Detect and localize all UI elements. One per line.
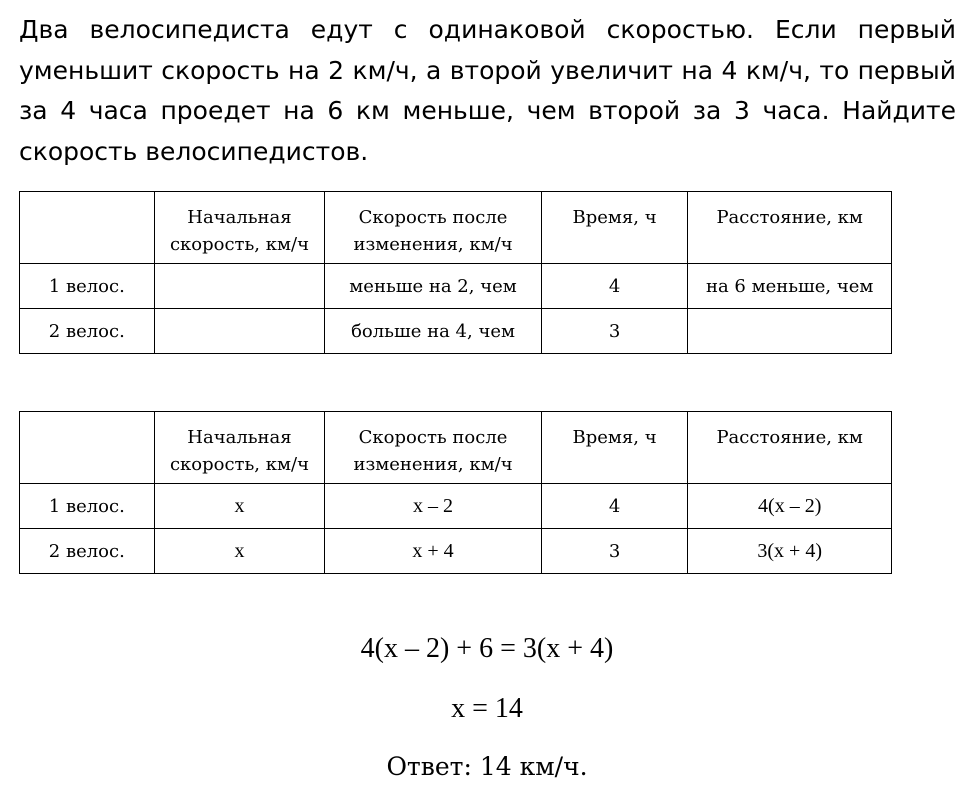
header-changed-speed-line2: изменения, км/ч [353, 454, 513, 475]
cell-distance: 3(x + 4) [688, 529, 892, 574]
header-initial-speed-line1: Начальная [187, 427, 292, 448]
cell-changed-speed: больше на 4, чем [325, 309, 541, 354]
header-empty-cell [20, 412, 155, 484]
cell-distance: 4(x – 2) [688, 484, 892, 529]
header-changed-speed-line1: Скорость после [358, 427, 508, 448]
cell-distance [688, 309, 892, 354]
table-header-row [20, 192, 892, 264]
header-initial-speed-line2: скорость, км/ч [169, 454, 309, 475]
cell-initial-speed: x [154, 529, 325, 574]
row-label: 2 велос. [20, 309, 155, 354]
table-row [20, 309, 892, 354]
cell-initial-speed: x [154, 484, 325, 529]
header-time: Время, ч [541, 192, 688, 264]
solution-equation: 4(x – 2) + 6 = 3(x + 4) [360, 633, 614, 664]
header-distance: Расстояние, км [688, 412, 892, 484]
cell-time: 3 [541, 529, 688, 574]
header-time: Время, ч [541, 412, 688, 484]
header-initial-speed [154, 192, 325, 264]
cell-changed-speed: x – 2 [325, 484, 541, 529]
problem-statement: Два велосипедиста едут с одинаковой скоростью. Если первый уменьшит скорость на 2 км/ч, а второй увеличит на 4 км/ч, то первый за 4 часа проедет на 6 км меньше, чем второй за 3 часа. Найдите скорость велосипедистов. [19, 15, 956, 166]
header-initial-speed-line2: скорость, км/ч [169, 234, 309, 255]
data-table-blank [19, 191, 892, 354]
cell-distance: на 6 меньше, чем [688, 264, 892, 309]
header-initial-speed-line1: Начальная [187, 207, 292, 228]
cell-changed-speed: x + 4 [325, 529, 541, 574]
solution-answer: Ответ: 14 км/ч. [386, 752, 588, 781]
cell-time: 4 [541, 484, 688, 529]
solution-result: x = 14 [451, 693, 523, 724]
header-distance: Расстояние, км [688, 192, 892, 264]
row-label: 2 велос. [20, 529, 155, 574]
header-changed-speed [325, 412, 541, 484]
table-row [20, 529, 892, 574]
header-empty-cell [20, 192, 155, 264]
row-label: 1 велос. [20, 484, 155, 529]
cell-initial-speed [154, 309, 325, 354]
header-changed-speed-line1: Скорость после [358, 207, 508, 228]
header-initial-speed [154, 412, 325, 484]
cell-changed-speed: меньше на 2, чем [325, 264, 541, 309]
cell-time: 3 [541, 309, 688, 354]
header-changed-speed [325, 192, 541, 264]
table-row [20, 484, 892, 529]
row-label: 1 велос. [20, 264, 155, 309]
table-row [20, 264, 892, 309]
table-header-row [20, 412, 892, 484]
data-table-filled [19, 411, 892, 574]
header-changed-speed-line2: изменения, км/ч [353, 234, 513, 255]
cell-initial-speed [154, 264, 325, 309]
cell-time: 4 [541, 264, 688, 309]
